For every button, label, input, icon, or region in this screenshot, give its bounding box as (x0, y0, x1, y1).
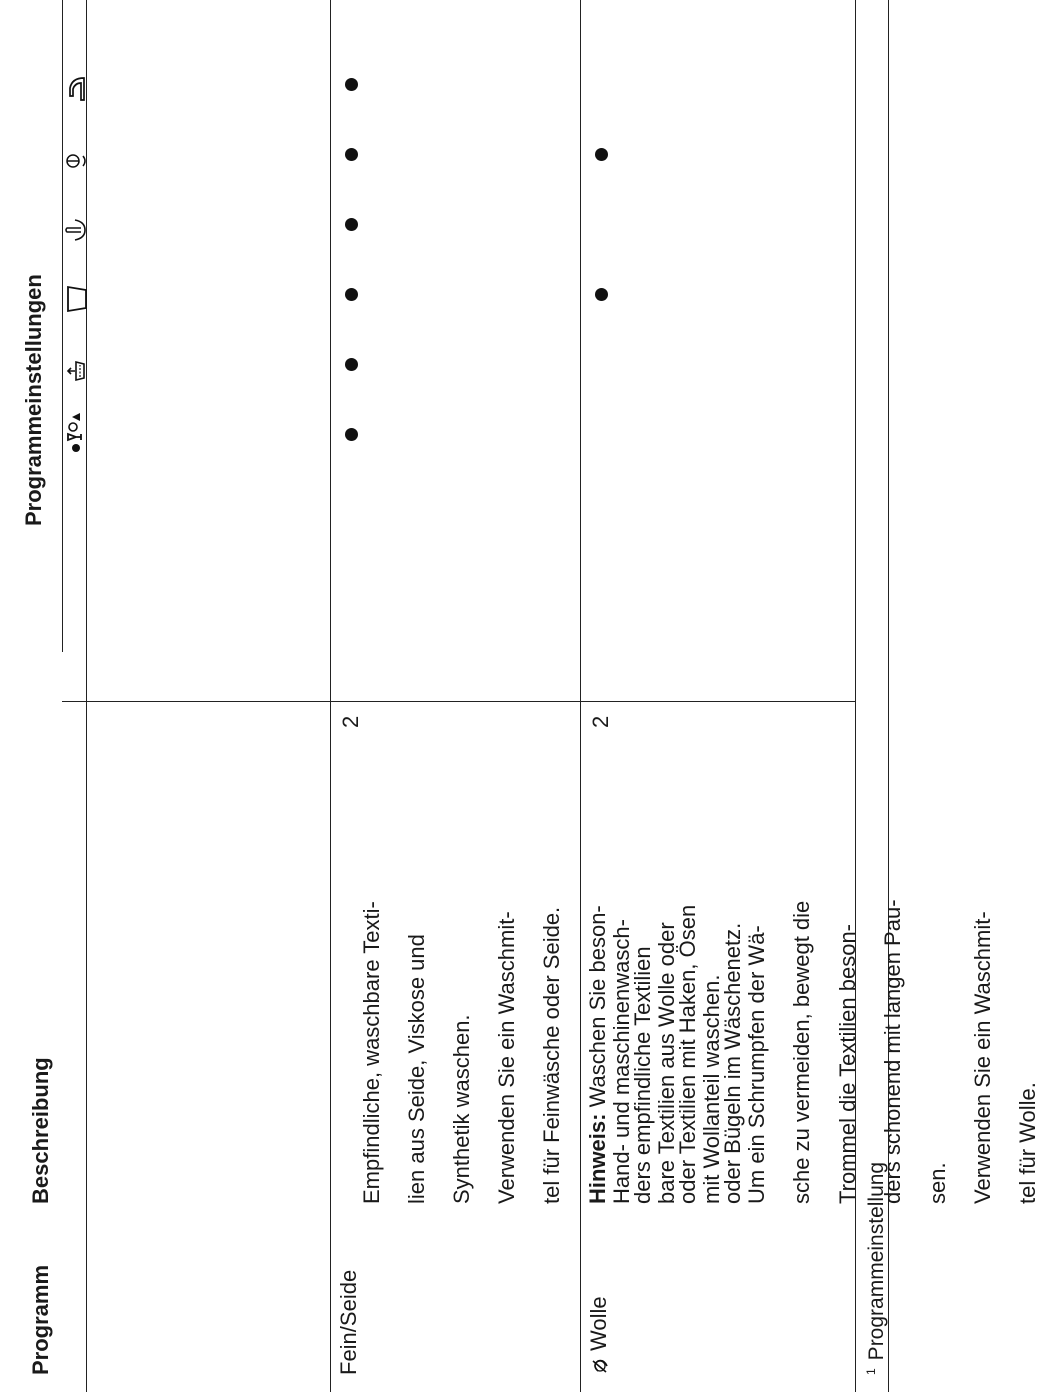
desc-line: Um ein Schrumpfen der Wä- (744, 925, 770, 1204)
desc-line: Empfindliche, waschbare Texti- (358, 901, 384, 1204)
desc-line: sche zu vermeiden, bewegt die (789, 900, 815, 1204)
desc-line: ders schonend mit langen Pau- (879, 899, 905, 1204)
dot (345, 148, 358, 161)
top-rule (86, 0, 87, 1392)
program-wolle (588, 1296, 614, 1375)
program-wolle-label: Wolle (586, 1296, 611, 1351)
desc-line: Trommel die Textilien beson- (834, 923, 860, 1204)
desc-line: lien aus Seide, Viskose und (403, 934, 429, 1204)
iron-icon (66, 76, 93, 102)
header-rule (330, 0, 331, 1392)
desc-line: tel für Wolle. (1015, 1082, 1041, 1204)
footnote-text: Programmeinstellung (865, 1161, 888, 1361)
wool-icon (589, 1357, 614, 1375)
settings-subheader-rule (62, 651, 63, 652)
note-line: ders empfindliche Textilien (629, 946, 655, 1204)
footnote-marker: 1 (864, 1368, 878, 1375)
footnote-ref: 2 (338, 715, 363, 728)
footnote-ref: 2 (588, 715, 613, 728)
footnote (860, 1162, 889, 1375)
prewash-icons (65, 412, 88, 452)
desc-line: Verwenden Sie ein Waschmit- (970, 911, 996, 1204)
header-program: Programm (28, 1264, 53, 1375)
desc-line: sen. (924, 1162, 950, 1204)
desc-line: Hand- und maschinenwasch- (608, 919, 634, 1204)
note-line: oder Textilien mit Haken, Ösen (674, 904, 700, 1204)
settings-header-rule (62, 0, 63, 652)
dot (345, 288, 358, 301)
desc-line: Synthetik waschen. (448, 1014, 474, 1204)
program-fein-seide: Fein/Seide (336, 1269, 361, 1375)
settings-divider (62, 701, 856, 702)
desc-line: mit Wollanteil waschen. (698, 974, 724, 1204)
dot (345, 428, 358, 441)
desc-line: bare Textilien aus Wolle oder (653, 922, 679, 1204)
hand-wash-icon (65, 218, 92, 242)
dot (345, 358, 358, 371)
header-settings: Programmeinstellungen (21, 274, 46, 526)
note-label: Hinweis: (584, 1113, 610, 1204)
desc-line: Verwenden Sie ein Waschmit- (494, 911, 520, 1204)
dot (595, 148, 608, 161)
description-wolle (588, 734, 1062, 1204)
extra-rinse-icon (66, 360, 91, 382)
dot (595, 288, 608, 301)
desc-line: tel für Feinwäsche oder Seide. (539, 906, 565, 1204)
dot (345, 78, 358, 91)
tub-icon (66, 286, 93, 312)
no-spin-icon (65, 150, 92, 172)
note-first: Waschen Sie beson- (584, 905, 610, 1114)
note-line: oder Bügeln im Wäschenetz. (720, 922, 746, 1204)
dot (345, 218, 358, 231)
header-description: Beschreibung (28, 1057, 53, 1204)
